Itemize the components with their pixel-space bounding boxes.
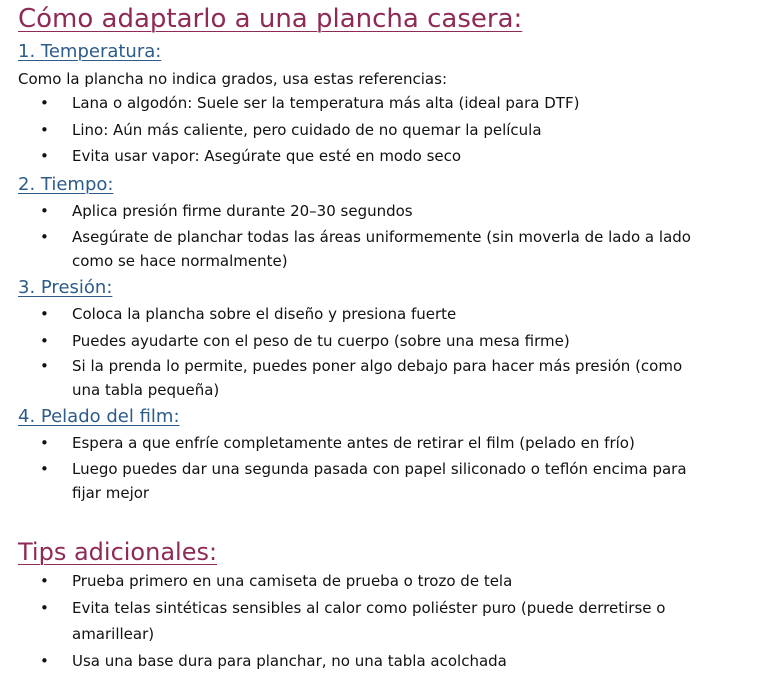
bullet-icon: • [40,648,49,674]
list-item [0,143,703,170]
bullet-icon: • [40,328,49,355]
bullet-icon: • [40,354,49,378]
list-item-text: Evita telas sintéticas sensibles al calor como poliéster puro (puede derretirse o amarillear) [72,599,665,644]
temperatura-list [0,90,703,170]
list-item-text: Usa una base dura para planchar, no una tabla acolchada [72,652,507,670]
pelado-list [0,430,703,507]
list-item [0,354,703,404]
section-heading-tiempo: 2. Tiempo: [18,173,113,197]
list-item-text: Lana o algodón: Suele ser la temperatura más alta (ideal para DTF) [72,94,579,112]
tips-list [0,568,703,674]
document-title: Cómo adaptarlo a una plancha casera: [18,3,522,35]
list-item [0,225,703,275]
bullet-icon: • [40,90,49,117]
list-item [0,90,703,117]
bullet-icon: • [40,117,49,144]
section-intro: Como la plancha no indica grados, usa estas referencias: [18,68,447,90]
bullet-icon: • [40,198,49,225]
section-heading-temperatura: 1. Temperatura: [18,40,161,64]
bullet-icon: • [40,568,49,595]
list-item-text: Lino: Aún más caliente, pero cuidado de no quemar la película [72,121,542,139]
bullet-icon: • [40,457,49,481]
list-item [0,595,703,648]
section-heading-pelado: 4. Pelado del film: [18,405,180,429]
list-item-text: Prueba primero en una camiseta de prueba o trozo de tela [72,572,512,590]
bullet-icon: • [40,301,49,328]
presion-list [0,301,703,404]
list-item [0,328,703,355]
list-item-text: Espera a que enfríe completamente antes de retirar el film (pelado en frío) [72,434,635,452]
section-heading-presion: 3. Presión: [18,276,112,300]
list-item [0,457,703,507]
bullet-icon: • [40,143,49,170]
tips-heading: Tips adicionales: [18,537,217,567]
list-item [0,568,703,595]
list-item-text: Coloca la plancha sobre el diseño y presiona fuerte [72,305,456,323]
list-item [0,430,703,457]
list-item-text: Si la prenda lo permite, puedes poner algo debajo para hacer más presión (como una tabla pequeña) [72,357,682,399]
bullet-icon: • [40,225,49,249]
list-item-text: Aplica presión firme durante 20–30 segundos [72,202,413,220]
list-item [0,301,703,328]
bullet-icon: • [40,430,49,457]
list-item-text: Luego puedes dar una segunda pasada con papel siliconado o teflón encima para fijar mejor [72,460,687,502]
list-item [0,198,703,225]
list-item-text: Evita usar vapor: Asegúrate que esté en modo seco [72,147,461,165]
list-item-text: Asegúrate de planchar todas las áreas uniformemente (sin moverla de lado a lado como se hace normalmente) [72,228,691,270]
bullet-icon: • [40,595,49,622]
tiempo-list [0,198,703,275]
list-item [0,117,703,144]
list-item-text: Puedes ayudarte con el peso de tu cuerpo (sobre una mesa firme) [72,332,570,350]
list-item [0,648,703,674]
